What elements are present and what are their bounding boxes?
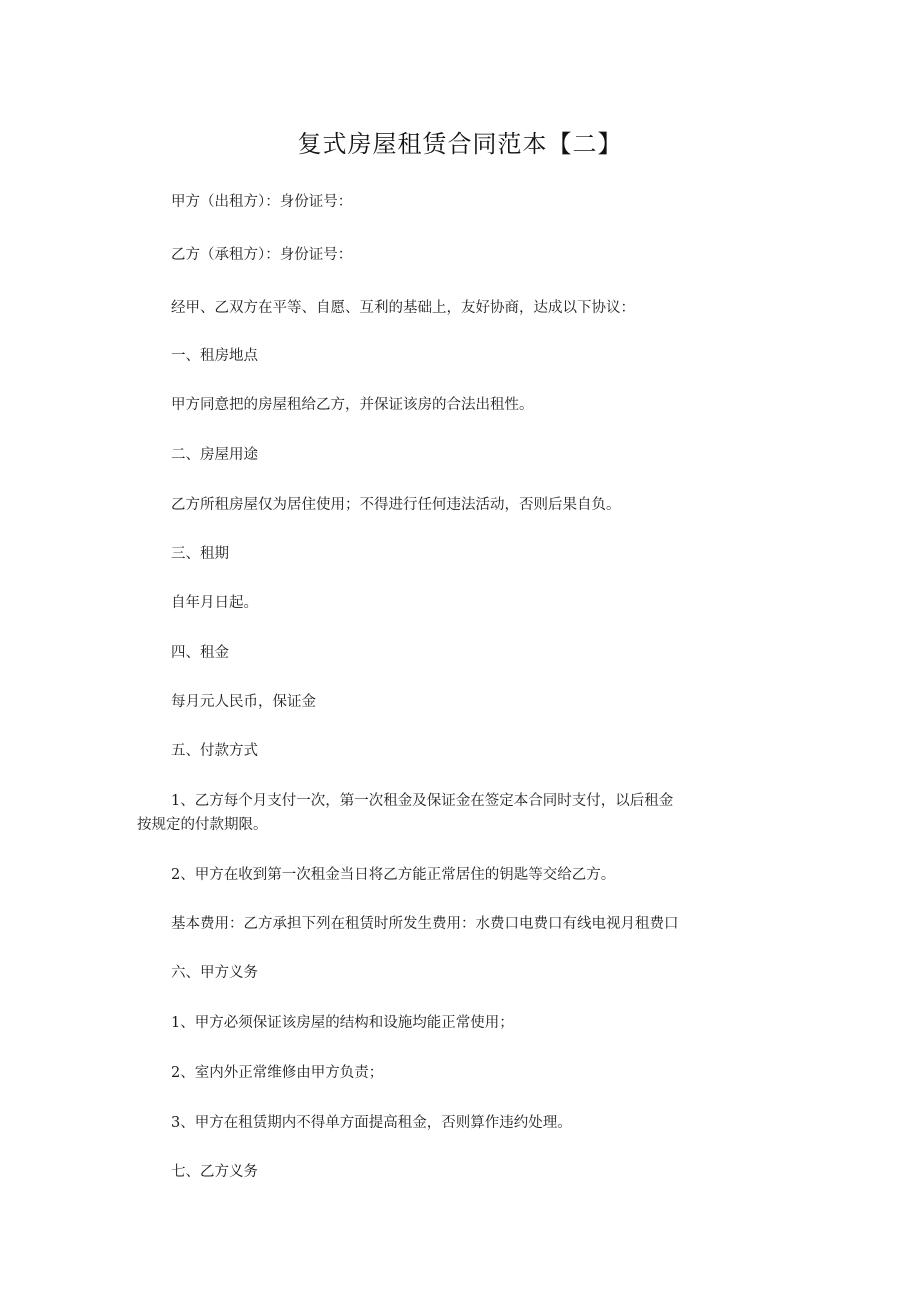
party-a-line: 甲方（出租方）：身份证号： bbox=[171, 194, 353, 210]
rent-clause: 每月元人民币，保证金 bbox=[171, 694, 316, 710]
document-title: 复式房屋租赁合同范本【二】 bbox=[297, 130, 623, 158]
section-heading-party-a-duties: 六、甲方义务 bbox=[171, 965, 258, 981]
payment-clause-1 bbox=[137, 789, 711, 837]
section-heading-usage: 二、房屋用途 bbox=[171, 447, 258, 463]
section-heading-term: 三、租期 bbox=[171, 546, 229, 562]
section-heading-location: 一、租房地点 bbox=[171, 348, 258, 364]
payment-clause-1-line-2: 按规定的付款期限。 bbox=[137, 817, 268, 833]
section-heading-rent: 四、租金 bbox=[171, 645, 229, 661]
basic-fees-clause: 基本费用：乙方承担下列在租赁时所发生费用：水费口电费口有线电视月租费口 bbox=[171, 916, 679, 932]
payment-clause-2: 2、甲方在收到第一次租金当日将乙方能正常居住的钥匙等交给乙方。 bbox=[171, 867, 616, 883]
party-a-duty-3: 3、甲方在租赁期内不得单方面提高租金，否则算作违约处理。 bbox=[171, 1115, 572, 1131]
term-clause: 自年月日起。 bbox=[171, 595, 258, 611]
party-b-line: 乙方（承租方）：身份证号： bbox=[171, 247, 353, 263]
agreement-intro: 经甲、乙双方在平等、自愿、互利的基础上，友好协商，达成以下协议： bbox=[171, 300, 635, 316]
party-a-duty-2: 2、室内外正常维修由甲方负责； bbox=[171, 1065, 384, 1081]
usage-clause: 乙方所租房屋仅为居住使用；不得进行任何违法活动，否则后果自负。 bbox=[171, 497, 621, 513]
party-a-duty-1: 1、甲方必须保证该房屋的结构和设施均能正常使用； bbox=[171, 1015, 514, 1031]
section-heading-party-b-duties: 七、乙方义务 bbox=[171, 1164, 258, 1180]
section-heading-payment: 五、付款方式 bbox=[171, 743, 258, 759]
payment-clause-1-line-1: 1、乙方每个月支付一次，第一次租金及保证金在签定本合同时支付，以后租金 bbox=[171, 793, 674, 809]
location-clause: 甲方同意把的房屋租给乙方，并保证该房的合法出租性。 bbox=[171, 397, 534, 413]
